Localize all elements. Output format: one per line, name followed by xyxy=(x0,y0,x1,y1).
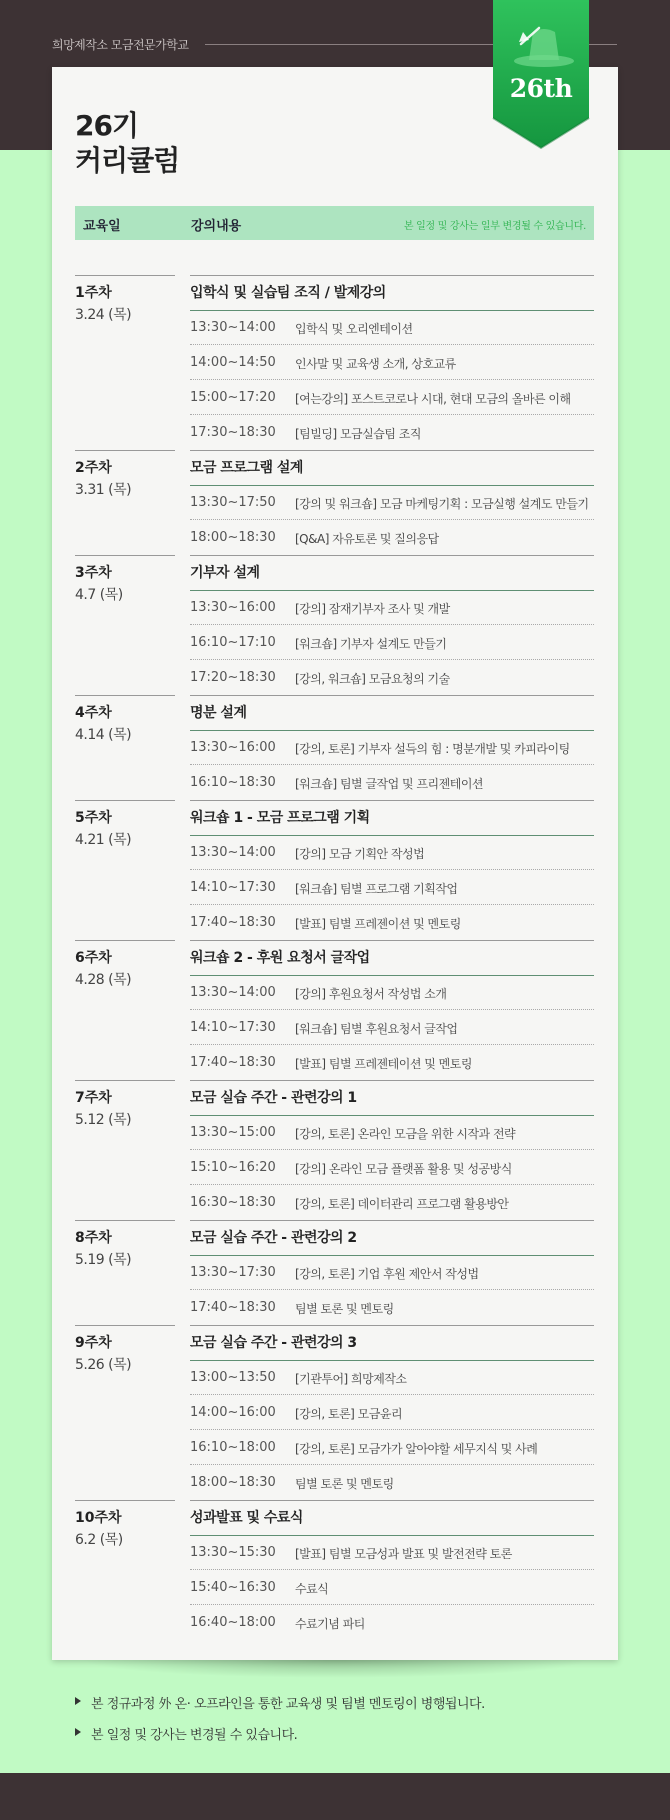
week-date: 5.12 (목) xyxy=(75,1112,132,1128)
session-row xyxy=(190,730,594,765)
session-time: 18:00~18:30 xyxy=(190,1475,276,1490)
session-description: 팀별 토론 및 멘토링 xyxy=(295,1477,394,1491)
session-time: 13:30~17:50 xyxy=(190,495,276,510)
session-description: 수료기념 파티 xyxy=(295,1617,365,1631)
week-divider xyxy=(75,1080,175,1081)
session-time: 17:40~18:30 xyxy=(190,1055,276,1070)
session-row xyxy=(190,1465,594,1500)
week-label: 3주차 xyxy=(75,565,112,581)
week-date: 6.2 (목) xyxy=(75,1532,123,1548)
schedule-change-note: 본 일정 및 강사는 일부 변경될 수 있습니다. xyxy=(403,221,586,232)
week-label: 10주차 xyxy=(75,1510,122,1526)
session-row xyxy=(190,765,594,800)
topic-divider xyxy=(190,275,594,276)
session-row xyxy=(190,1150,594,1185)
session-time: 17:40~18:30 xyxy=(190,1300,276,1315)
org-name: 희망제작소 모금전문가학교 xyxy=(52,38,189,52)
session-time: 17:30~18:30 xyxy=(190,425,276,440)
edition-ribbon xyxy=(491,0,591,150)
week-date: 4.28 (목) xyxy=(75,972,132,988)
session-row xyxy=(190,1570,594,1605)
session-row xyxy=(190,1185,594,1220)
session-row xyxy=(190,380,594,415)
session-time: 16:10~18:30 xyxy=(190,775,276,790)
session-time: 13:30~15:30 xyxy=(190,1545,276,1560)
edition-badge: 26th xyxy=(509,74,573,103)
session-row xyxy=(190,345,594,380)
session-time: 14:00~14:50 xyxy=(190,355,276,370)
session-time: 16:30~18:30 xyxy=(190,1195,276,1210)
session-time: 13:30~14:00 xyxy=(190,320,276,335)
session-time: 13:30~17:30 xyxy=(190,1265,276,1280)
session-description: [강의] 후원요청서 작성법 소개 xyxy=(295,987,447,1001)
session-description: [워크숍] 팀별 후원요청서 글작업 xyxy=(295,1022,458,1036)
session-description: 입학식 및 오리엔테이션 xyxy=(295,322,413,336)
session-time: 16:10~18:00 xyxy=(190,1440,276,1455)
week-label: 1주차 xyxy=(75,285,112,301)
footnote-item xyxy=(75,1724,485,1743)
session-description: [Q&A] 자유토론 및 질의응답 xyxy=(295,532,439,546)
session-description: [워크숍] 기부자 설계도 만들기 xyxy=(295,637,447,651)
week-label: 6주차 xyxy=(75,950,112,966)
week-date: 4.14 (목) xyxy=(75,727,132,743)
week-topic: 모금 실습 주간 - 관련강의 3 xyxy=(190,1335,357,1351)
session-time: 14:00~16:00 xyxy=(190,1405,276,1420)
triangle-bullet-icon xyxy=(75,1697,81,1705)
session-row xyxy=(190,1010,594,1045)
week-block xyxy=(75,695,594,800)
session-row xyxy=(190,975,594,1010)
week-divider xyxy=(75,555,175,556)
week-block xyxy=(75,940,594,1080)
week-date: 4.21 (목) xyxy=(75,832,132,848)
triangle-bullet-icon xyxy=(75,1728,81,1736)
session-description: [강의 및 워크숍] 모금 마케팅기획 : 모금실행 설계도 만들기 xyxy=(295,497,589,511)
session-row xyxy=(190,1045,594,1080)
week-topic: 성과발표 및 수료식 xyxy=(190,1510,303,1526)
table-header xyxy=(75,206,594,240)
week-divider xyxy=(75,1220,175,1221)
week-date: 3.24 (목) xyxy=(75,307,132,323)
week-topic: 워크숍 2 - 후원 요청서 글작업 xyxy=(190,950,370,966)
topic-divider xyxy=(190,1220,594,1221)
session-time: 13:30~16:00 xyxy=(190,740,276,755)
week-block xyxy=(75,275,594,450)
session-row xyxy=(190,1290,594,1325)
topic-divider xyxy=(190,1325,594,1326)
session-description: 팀별 토론 및 멘토링 xyxy=(295,1302,394,1316)
session-row xyxy=(190,870,594,905)
week-divider xyxy=(75,800,175,801)
week-date: 4.7 (목) xyxy=(75,587,123,603)
footnote-item xyxy=(75,1693,485,1712)
week-date: 5.26 (목) xyxy=(75,1357,132,1373)
session-description: [발표] 팀별 프레젠테이션 및 멘토링 xyxy=(295,1057,472,1071)
week-divider xyxy=(75,275,175,276)
session-time: 13:30~16:00 xyxy=(190,600,276,615)
topic-divider xyxy=(190,450,594,451)
session-description: [워크숍] 팀별 글작업 및 프리젠테이션 xyxy=(295,777,484,791)
footnote-text: 본 정규과정 外 온· 오프라인을 통한 교육생 및 팀별 멘토링이 병행됩니다. xyxy=(91,1697,485,1712)
session-description: 인사말 및 교육생 소개, 상호교류 xyxy=(295,357,456,371)
week-topic: 입학식 및 실습팀 조직 / 발제강의 xyxy=(190,285,386,301)
session-time: 17:40~18:30 xyxy=(190,915,276,930)
column-header-date: 교육일 xyxy=(83,219,121,234)
session-time: 15:10~16:20 xyxy=(190,1160,276,1175)
week-date: 3.31 (목) xyxy=(75,482,132,498)
session-description: [여는강의] 포스트코로나 시대, 현대 모금의 올바른 이해 xyxy=(295,392,571,406)
session-description: [발표] 팀별 프레젠이션 및 멘토링 xyxy=(295,917,461,931)
session-time: 18:00~18:30 xyxy=(190,530,276,545)
week-block xyxy=(75,1325,594,1500)
card-shadow xyxy=(80,1660,590,1678)
topic-divider xyxy=(190,940,594,941)
session-time: 13:30~15:00 xyxy=(190,1125,276,1140)
week-divider xyxy=(75,940,175,941)
week-topic: 모금 실습 주간 - 관련강의 1 xyxy=(190,1090,357,1106)
session-row xyxy=(190,310,594,345)
footnotes xyxy=(75,1693,485,1755)
week-topic: 명분 설계 xyxy=(190,705,247,721)
session-description: [팀빌딩] 모금실습팀 조직 xyxy=(295,427,421,441)
week-label: 5주차 xyxy=(75,810,112,826)
topic-divider xyxy=(190,1080,594,1081)
session-time: 13:00~13:50 xyxy=(190,1370,276,1385)
session-description: [강의, 토론] 온라인 모금을 위한 시작과 전략 xyxy=(295,1127,516,1141)
topic-divider xyxy=(190,800,594,801)
week-block xyxy=(75,450,594,555)
session-row xyxy=(190,1535,594,1570)
session-time: 16:40~18:00 xyxy=(190,1615,276,1630)
week-topic: 워크숍 1 - 모금 프로그램 기획 xyxy=(190,810,370,826)
week-label: 4주차 xyxy=(75,705,112,721)
session-description: [강의] 온라인 모금 플랫폼 활용 및 성공방식 xyxy=(295,1162,512,1176)
session-row xyxy=(190,590,594,625)
session-time: 16:10~17:10 xyxy=(190,635,276,650)
week-label: 9주차 xyxy=(75,1335,112,1351)
session-description: [강의, 토론] 모금가가 알아야할 세무지식 및 사례 xyxy=(295,1442,538,1456)
topic-divider xyxy=(190,695,594,696)
session-row xyxy=(190,1115,594,1150)
session-time: 13:30~14:00 xyxy=(190,985,276,1000)
session-description: [강의, 토론] 모금윤리 xyxy=(295,1407,403,1421)
column-header-content: 강의내용 xyxy=(191,219,242,234)
session-description: [발표] 팀별 모금성과 발표 및 발전전략 토론 xyxy=(295,1547,512,1561)
topic-divider xyxy=(190,1500,594,1501)
week-block xyxy=(75,1500,594,1640)
session-row xyxy=(190,625,594,660)
week-block xyxy=(75,800,594,940)
session-row xyxy=(190,835,594,870)
week-date: 5.19 (목) xyxy=(75,1252,132,1268)
session-description: [기관투어] 희망제작소 xyxy=(295,1372,407,1386)
title-line-2: 커리큘럼 xyxy=(75,144,180,177)
session-time: 13:30~14:00 xyxy=(190,845,276,860)
session-description: 수료식 xyxy=(295,1582,329,1596)
session-description: [강의, 토론] 기부자 설득의 힘 : 명분개발 및 카피라이팅 xyxy=(295,742,570,756)
session-description: [강의, 토론] 기업 후원 제안서 작성법 xyxy=(295,1267,479,1281)
week-label: 7주차 xyxy=(75,1090,112,1106)
session-time: 14:10~17:30 xyxy=(190,880,276,895)
session-description: [강의] 잠재기부자 조사 및 개발 xyxy=(295,602,450,616)
session-row xyxy=(190,1395,594,1430)
session-row xyxy=(190,1430,594,1465)
week-topic: 모금 프로그램 설계 xyxy=(190,460,303,476)
session-row xyxy=(190,660,594,695)
week-topic: 기부자 설계 xyxy=(190,565,260,581)
week-label: 2주차 xyxy=(75,460,112,476)
topic-divider xyxy=(190,555,594,556)
session-time: 15:00~17:20 xyxy=(190,390,276,405)
page-title xyxy=(75,108,179,178)
session-row xyxy=(190,520,594,555)
week-divider xyxy=(75,450,175,451)
session-description: [강의, 토론] 데이터관리 프로그램 활용방안 xyxy=(295,1197,509,1211)
title-line-1: 26기 xyxy=(75,109,139,142)
week-block xyxy=(75,1080,594,1220)
footnote-text: 본 일정 및 강사는 변경될 수 있습니다. xyxy=(91,1728,298,1743)
session-description: [워크숍] 팀별 프로그램 기획작업 xyxy=(295,882,458,896)
session-row xyxy=(190,1255,594,1290)
session-time: 14:10~17:30 xyxy=(190,1020,276,1035)
session-row xyxy=(190,1360,594,1395)
session-row xyxy=(190,485,594,520)
week-divider xyxy=(75,1325,175,1326)
session-row xyxy=(190,1605,594,1640)
week-block xyxy=(75,1220,594,1325)
week-topic: 모금 실습 주간 - 관련강의 2 xyxy=(190,1230,357,1246)
session-time: 15:40~16:30 xyxy=(190,1580,276,1595)
session-row xyxy=(190,415,594,450)
session-description: [강의, 워크숍] 모금요청의 기술 xyxy=(295,672,450,686)
session-time: 17:20~18:30 xyxy=(190,670,276,685)
week-block xyxy=(75,555,594,695)
week-divider xyxy=(75,695,175,696)
bottom-band xyxy=(0,1773,670,1820)
week-divider xyxy=(75,1500,175,1501)
session-description: [강의] 모금 기획안 작성법 xyxy=(295,847,425,861)
session-row xyxy=(190,905,594,940)
week-label: 8주차 xyxy=(75,1230,112,1246)
